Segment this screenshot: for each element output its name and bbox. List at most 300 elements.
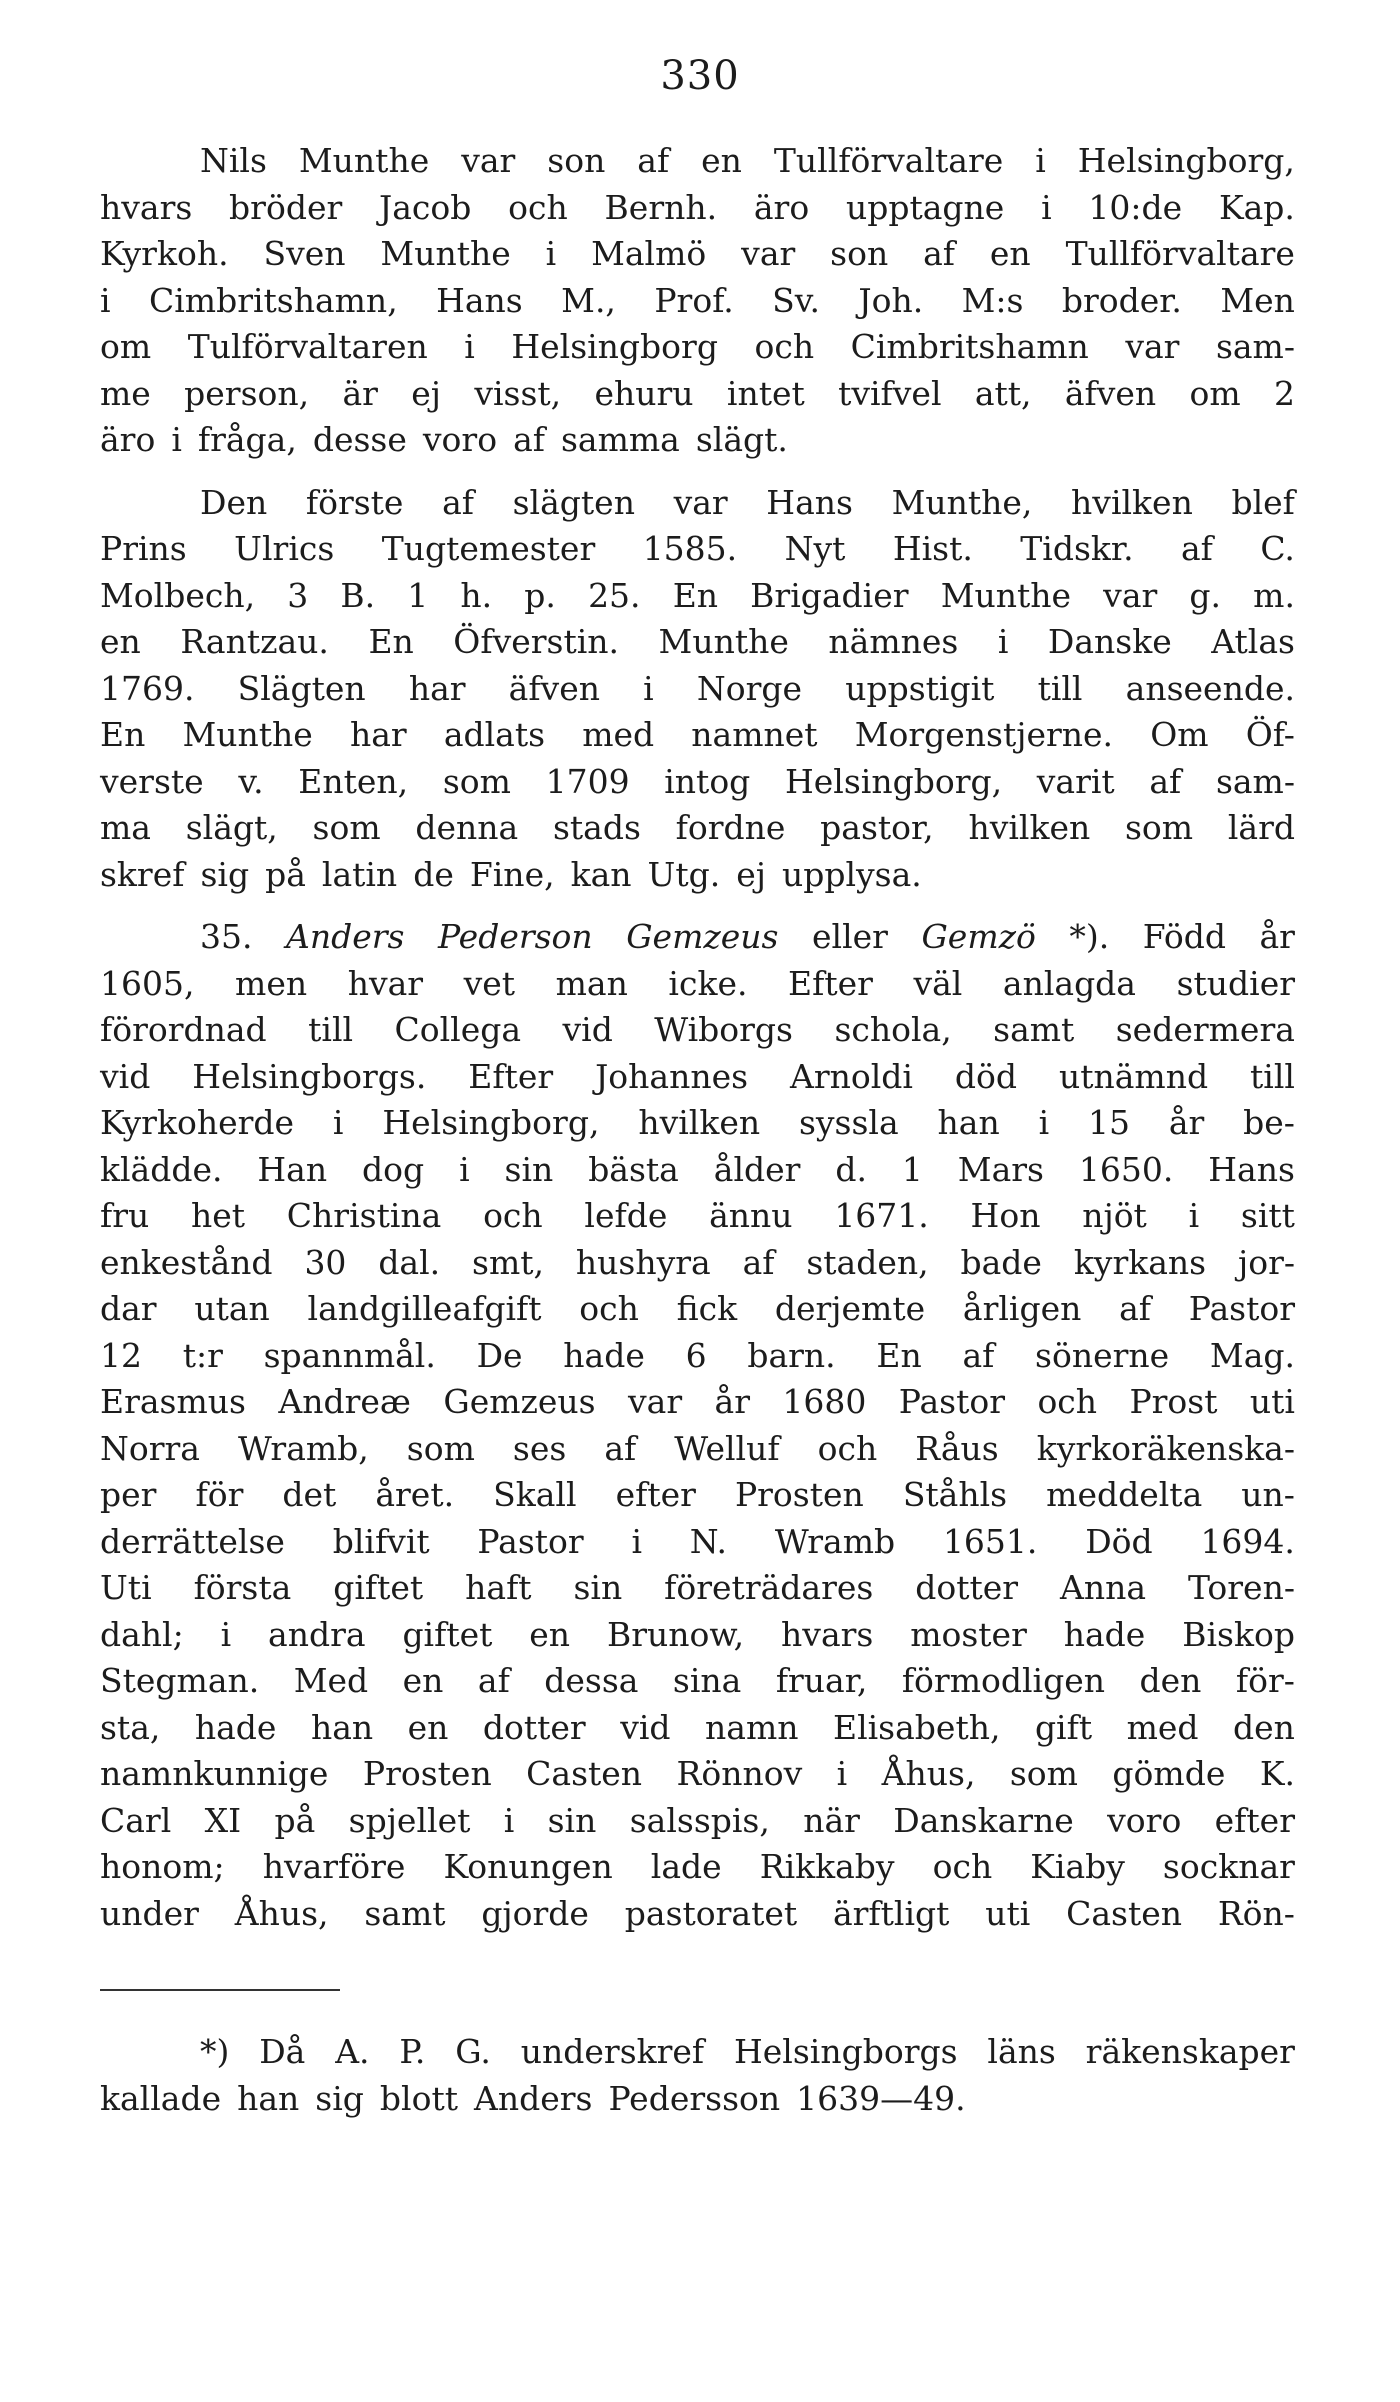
word: per (100, 1475, 157, 1514)
word: i (1038, 1103, 1050, 1142)
word: till (1037, 668, 1083, 708)
word: haft (465, 1568, 532, 1607)
word: ärftligt (832, 1893, 950, 1933)
word: Hans (1208, 1149, 1295, 1189)
word: adlats (443, 715, 546, 754)
word: denna (415, 808, 519, 847)
word: Åhus, (881, 1754, 976, 1793)
word: och (1037, 1382, 1098, 1421)
word: en (701, 141, 742, 180)
text-line (100, 1472, 1295, 1519)
word: Pederson (437, 917, 593, 956)
word: Helsingborg, (382, 1103, 600, 1142)
word: Fine, (469, 854, 555, 894)
word: giftet (402, 1614, 493, 1654)
text-line (100, 1054, 1295, 1101)
word: Nyt (784, 529, 846, 568)
word: sta, (100, 1707, 161, 1747)
word: Om (1150, 715, 1209, 754)
word: barn. (747, 1335, 836, 1375)
word: Munthe (380, 234, 511, 273)
text-line (100, 185, 1295, 232)
word: 1650. (1078, 1149, 1174, 1189)
word: anlagda (1002, 963, 1136, 1003)
text-line (100, 961, 1295, 1008)
word: son (830, 234, 889, 273)
word: en (407, 1707, 449, 1747)
word: Malmö (591, 234, 707, 273)
word: Född (1142, 917, 1226, 956)
word: Norge (696, 668, 803, 708)
word: Rikkaby (759, 1847, 895, 1886)
word: Munthe (658, 622, 789, 661)
text-line (100, 1379, 1295, 1426)
word: Ulrics (234, 529, 335, 568)
word: En (876, 1335, 922, 1375)
word: vid (562, 1010, 613, 1049)
word: Welluf (674, 1428, 780, 1468)
word: Pastor (1188, 1289, 1295, 1328)
word: en (100, 622, 141, 661)
word: derrättelse (100, 1521, 285, 1561)
word: Kyrkoherde (100, 1103, 295, 1142)
word: sin (547, 1800, 597, 1840)
word: Ståhls (902, 1475, 1008, 1514)
word: Casten (526, 1754, 643, 1793)
word: Pedersson (608, 2079, 781, 2118)
word: Då (259, 2032, 306, 2071)
footnote-divider (100, 1989, 340, 1991)
word: Mars (957, 1149, 1044, 1189)
word: var (628, 1382, 683, 1421)
word: ej (411, 373, 442, 413)
word: namnet (691, 715, 818, 754)
word: i (545, 234, 557, 273)
word: var (461, 141, 516, 180)
word: under (100, 1893, 199, 1933)
word: namn (705, 1707, 799, 1747)
word: icke. (668, 963, 748, 1003)
word: Rön- (1217, 1893, 1295, 1933)
word: samma (560, 420, 680, 459)
word: bade (960, 1242, 1042, 1282)
word: 15 (1087, 1103, 1130, 1142)
word: förste (305, 482, 404, 522)
word: Rantzau. (180, 622, 329, 661)
body-text (100, 138, 1295, 1937)
word: år (714, 1382, 750, 1421)
word: dotter (915, 1568, 1019, 1607)
word: Arnoldi (790, 1056, 913, 1096)
word: och (483, 1196, 543, 1235)
word: 1680 (782, 1382, 867, 1421)
word: af (1149, 761, 1182, 801)
word: Cimbritshamn (850, 327, 1089, 366)
word: XI (204, 1800, 242, 1840)
text-line (100, 138, 1295, 185)
word: broder. (1061, 280, 1182, 320)
word: voro (1107, 1800, 1182, 1840)
word: 1 (901, 1149, 923, 1189)
word: dahl; (100, 1614, 184, 1654)
text-line (100, 666, 1295, 713)
word: 1709 (545, 761, 630, 801)
word: jor- (1237, 1242, 1295, 1282)
word: klädde. (100, 1149, 223, 1189)
word: De (476, 1335, 523, 1375)
word: Munthe, (891, 482, 1033, 522)
word: äfven (508, 668, 600, 708)
word: Tulförvaltaren (187, 327, 428, 366)
word: slägten (512, 482, 635, 522)
text-line (100, 852, 1295, 899)
word: vid (620, 1707, 671, 1747)
word: för- (1235, 1661, 1295, 1700)
word: 1694. (1200, 1521, 1295, 1561)
word: Kyrkoh. (100, 234, 229, 273)
word: g. (1189, 575, 1222, 615)
word: C. (1260, 529, 1295, 568)
word: spjellet (348, 1800, 471, 1840)
word: staden, (806, 1242, 929, 1282)
word: Slägten (237, 668, 366, 708)
word: Öfverstin. (453, 622, 620, 661)
word: vid (100, 1056, 151, 1096)
word: gift (1034, 1707, 1093, 1747)
word: var (673, 482, 728, 522)
word: ehuru (594, 373, 694, 413)
word: kyrkans (1073, 1242, 1207, 1282)
word: Erasmus (100, 1382, 246, 1421)
word: Joh. (858, 280, 924, 320)
word: i (332, 1103, 344, 1142)
word: och (508, 187, 568, 227)
word: Tidskr. (1020, 529, 1134, 568)
word: Elisabeth, (832, 1707, 1001, 1747)
word: verste (100, 761, 204, 801)
word: af (923, 234, 955, 273)
word: d. (835, 1149, 867, 1189)
word: var (1125, 327, 1180, 366)
word: ma (100, 808, 151, 847)
word: skref (100, 854, 185, 894)
word: latin (321, 854, 398, 894)
text-line (100, 1193, 1295, 1240)
word: sedermera (1115, 1010, 1295, 1049)
word: för (195, 1475, 244, 1514)
word: lefde (584, 1196, 668, 1235)
word: Enten, (298, 761, 409, 801)
word: moster (910, 1614, 1027, 1654)
text-line (100, 1007, 1295, 1054)
word: M:s (961, 280, 1024, 320)
text-line (100, 1612, 1295, 1659)
word: Collega (394, 1010, 522, 1049)
word: Nils (200, 141, 267, 180)
word: nämnes (828, 622, 959, 661)
word: 35. (200, 917, 253, 956)
word: P. (399, 2032, 426, 2071)
word: uti (1249, 1382, 1295, 1421)
word: Åhus, (234, 1893, 329, 1933)
word: En (672, 575, 719, 615)
word: ännu (709, 1196, 793, 1235)
word: sig (200, 854, 250, 894)
text-line (100, 1658, 1295, 1705)
word: af (513, 420, 545, 459)
text-line (100, 1751, 1295, 1798)
text-line (100, 1565, 1295, 1612)
word: af (1119, 1289, 1151, 1328)
word: Danske (1047, 622, 1172, 661)
word: anseende. (1125, 668, 1295, 708)
word: Hist. (892, 529, 973, 568)
word: i (220, 1614, 232, 1654)
word: sin (504, 1149, 554, 1189)
word: Andreæ (278, 1382, 411, 1421)
word: Helsingborgs (734, 2032, 958, 2071)
word: Rönnov (676, 1754, 803, 1793)
word: Anders (285, 917, 405, 956)
word: Den (200, 482, 268, 522)
word: Munthe (182, 715, 313, 754)
word: Munthe (298, 141, 430, 180)
word: het (191, 1196, 246, 1235)
word: äro (753, 187, 810, 227)
word: hvar (347, 963, 424, 1003)
word: Toren- (1187, 1568, 1295, 1607)
word: dog (362, 1149, 425, 1189)
word: Prins (100, 529, 187, 568)
word: men (235, 963, 308, 1003)
word: v. (238, 761, 264, 801)
word: hvilken (968, 808, 1091, 847)
text-line (100, 1519, 1295, 1566)
word: honom; (100, 1847, 225, 1886)
word: Danskarne (893, 1800, 1074, 1840)
word: i (997, 622, 1009, 661)
word: hade (1063, 1614, 1146, 1654)
word: Kiaby (1030, 1847, 1125, 1886)
word: enkestånd (100, 1242, 273, 1282)
word: Prosten (362, 1754, 492, 1793)
word: Hans (766, 482, 853, 522)
word: på (274, 1800, 316, 1840)
word: landgilleafgift (307, 1289, 542, 1328)
word: intet (726, 373, 805, 413)
word: af (637, 141, 670, 180)
word: Cimbritshamn, (148, 280, 398, 320)
word: be- (1243, 1103, 1295, 1142)
word: lade (650, 1847, 722, 1886)
word: utnämnd (1058, 1056, 1209, 1096)
word: om (1189, 373, 1241, 413)
word: fruar, (775, 1661, 868, 1700)
text-line (100, 526, 1295, 573)
word: en (529, 1614, 571, 1654)
word: sam- (1215, 761, 1295, 801)
word: förmodligen (901, 1661, 1105, 1700)
word: Prosten (734, 1475, 864, 1514)
text-line (100, 759, 1295, 806)
word: Utg. (647, 854, 721, 894)
text-line (100, 1240, 1295, 1287)
word: och (754, 327, 815, 366)
word: Sv. (772, 280, 820, 320)
word: räkenskaper (1085, 2032, 1295, 2071)
text-line (100, 1286, 1295, 1333)
word: i (1035, 141, 1046, 180)
word: fråga, (197, 420, 297, 459)
word: B. (340, 575, 376, 615)
word: Bernh. (604, 187, 718, 227)
word: dotter (482, 1707, 586, 1747)
word: i (631, 1521, 643, 1561)
word: Hans (436, 280, 523, 320)
word: 1651. (942, 1521, 1038, 1561)
word: år (1168, 1103, 1205, 1142)
word: man (555, 963, 628, 1003)
word: visst, (474, 373, 562, 413)
word: 1605, (100, 963, 195, 1003)
word: sina (672, 1661, 742, 1700)
word: ses (512, 1428, 567, 1468)
word: giftet (333, 1568, 424, 1607)
word: Gemzeus (443, 1382, 596, 1421)
word: pastoratet (624, 1893, 798, 1933)
word: Molbech, (100, 575, 256, 615)
word: fordne (675, 808, 786, 847)
word: var (741, 234, 796, 273)
word: njöt (1082, 1196, 1147, 1235)
word: Carl (100, 1800, 172, 1840)
word: p. (524, 575, 556, 615)
word: hvarföre (262, 1847, 406, 1886)
word: Uti (100, 1568, 152, 1607)
word: studier (1176, 963, 1295, 1003)
word: hvars (781, 1614, 874, 1654)
word: Helsingborg, (784, 761, 1003, 801)
word: Konungen (443, 1847, 613, 1886)
word: hushyra (575, 1242, 711, 1282)
word: med (582, 715, 655, 754)
word: året. (375, 1475, 455, 1514)
word: på (265, 854, 306, 894)
word: hade (194, 1707, 277, 1747)
word: syssla (798, 1103, 899, 1142)
word: till (308, 1010, 354, 1049)
footnote-line (100, 2028, 1295, 2075)
word: efter (1214, 1800, 1295, 1840)
word: Med (293, 1661, 369, 1700)
word: 30 (304, 1242, 347, 1282)
word: Wramb (774, 1521, 896, 1561)
text-line (100, 1333, 1295, 1380)
word: gjorde (481, 1893, 589, 1933)
word: Gemzeus (626, 917, 779, 956)
word: ålder (713, 1149, 801, 1189)
text-line (100, 278, 1295, 325)
word: blott (379, 2079, 458, 2118)
word: spannmål. (263, 1335, 436, 1375)
word: En (368, 622, 414, 661)
word: Skall (493, 1475, 577, 1514)
word: i (459, 1149, 470, 1189)
word: i (1041, 187, 1052, 227)
word: dessa (544, 1661, 639, 1700)
word: Prof. (654, 280, 734, 320)
word: Jacob (379, 187, 472, 227)
word: är (342, 373, 378, 413)
word: stads (552, 808, 641, 847)
word: samt (993, 1010, 1075, 1049)
text-line (100, 712, 1295, 759)
word: Wiborgs (654, 1010, 793, 1049)
word: Casten (1066, 1893, 1182, 1933)
word: Öf- (1245, 715, 1295, 754)
word: som (442, 761, 511, 801)
text-line (100, 914, 1295, 961)
word: En (100, 715, 146, 754)
word: blef (1231, 482, 1295, 522)
word: Anders (474, 2079, 593, 2118)
text-line (100, 619, 1295, 666)
word: 12 (100, 1335, 142, 1375)
word: varit (1036, 761, 1115, 801)
word: som (1124, 808, 1194, 847)
word: salsspis, (629, 1800, 770, 1840)
word: af (604, 1428, 637, 1468)
word: i (836, 1754, 848, 1793)
word: Han (257, 1149, 328, 1189)
word: *). (1069, 917, 1110, 956)
word: upplysa. (781, 854, 922, 894)
word: tvifvel (838, 373, 942, 413)
word: sam- (1215, 327, 1295, 366)
word: årligen (962, 1289, 1082, 1328)
word: har (408, 668, 466, 708)
word: i (171, 420, 182, 459)
word: det (282, 1475, 337, 1514)
word: Tullförvaltare (773, 141, 1004, 180)
word: person, (184, 373, 310, 413)
word: fick (676, 1289, 738, 1328)
word: var (1103, 575, 1158, 615)
text-line (100, 231, 1295, 278)
word: Men (1220, 280, 1295, 320)
word: när (803, 1800, 860, 1840)
word: af (477, 1661, 510, 1700)
word: Prost (1129, 1382, 1218, 1421)
word: af (1181, 529, 1213, 568)
word: han (237, 2079, 300, 2118)
text-line (100, 480, 1295, 527)
word: slägt. (695, 420, 788, 459)
word: A. (335, 2032, 370, 2071)
word: fru (100, 1196, 150, 1235)
word: hvilken (638, 1103, 761, 1142)
word: voro (422, 420, 498, 459)
word: äfven (1064, 373, 1157, 413)
word: t:r (182, 1335, 223, 1375)
word: Tugtemester (381, 529, 596, 568)
word: att, (974, 373, 1032, 413)
text-line (100, 371, 1295, 418)
word: äro (100, 420, 156, 459)
word: samt (364, 1893, 446, 1933)
word: Råus (915, 1428, 999, 1468)
word: läns (987, 2032, 1056, 2071)
